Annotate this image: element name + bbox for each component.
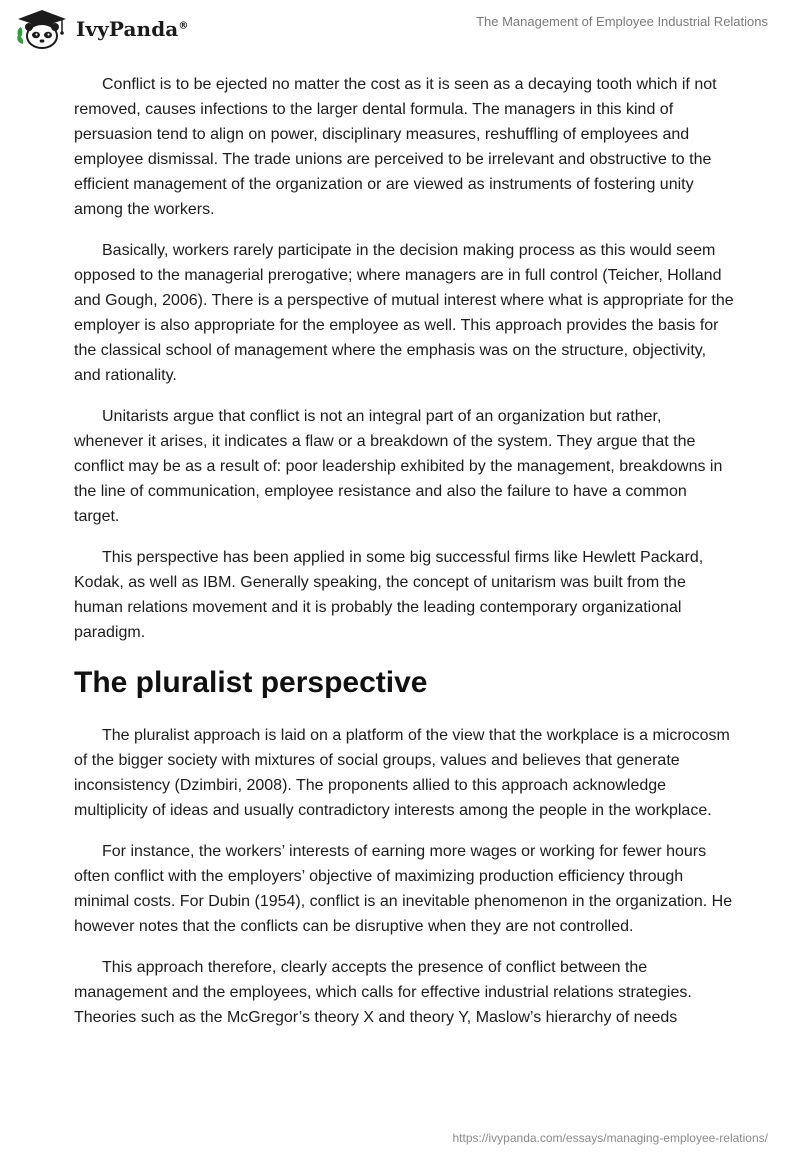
panda-graduation-cap-icon xyxy=(14,8,70,50)
page-header xyxy=(0,0,800,60)
paragraph: For instance, the workers’ interests of earning more wages or working for fewer hours often conflict with the employers’ objective of maximizing production efficiency through minimal costs. For Dubin (1954), conflict is an inevitable phenomenon in the organization. He however notes that the conflicts can be disruptive when they are not controlled. xyxy=(74,843,733,935)
source-url[interactable]: https://ivypanda.com/essays/managing-employee-relations/ xyxy=(452,1131,768,1145)
paragraph: Unitarists argue that conflict is not an integral part of an organization but rather, whenever it arises, it indicates a flaw or a breakdown of the system. They argue that the conflict may be as a result of: poor leadership exhibited by the management, breakdowns in the line of communication, employee resistance and also the failure to have a common target. xyxy=(74,408,723,525)
paragraph: The pluralist approach is laid on a platform of the view that the workplace is a microcosm of the bigger society with mixtures of social groups, values and believes that generate inconsistency (Dzimbiri, 2008). The proponents allied to this approach acknowledge multiplicity of ideas and usually contradictory interests among the people in the workplace. xyxy=(74,727,730,819)
brand-name: IvyPanda® xyxy=(76,17,189,41)
paragraph: This approach therefore, clearly accepts the presence of conflict between the management and the employees, which calls for effective industrial relations strategies. Theories such as the McGregor’s theory X and theory Y, Maslow’s hierarchy of needs xyxy=(74,959,692,1026)
paragraph: Basically, workers rarely participate in the decision making process as this would seem opposed to the managerial prerogative; where managers are in full control (Teicher, Holland and Gough, 2006). There is a perspective of mutual interest where what is appropriate for the employer is also appropriate for the employee as well. This approach provides the basis for the classical school of management where the emphasis was on the structure, objectivity, and rationality. xyxy=(74,242,734,384)
article-body xyxy=(74,72,734,1046)
paragraph: This perspective has been applied in some big successful firms like Hewlett Packard, Kodak, as well as IBM. Generally speaking, the concept of unitarism was built from the human relations movement and it is probably the leading contemporary organizational paradigm. xyxy=(74,549,704,641)
paragraph: Conflict is to be ejected no matter the cost as it is seen as a decaying tooth which if not removed, causes infections to the larger dental formula. The managers in this kind of persuasion tend to align on power, disciplinary measures, reshuffling of employees and employee dismissal. The trade unions are perceived to be irrelevant and obstructive to the efficient management of the organization or are viewed as instruments of fostering unity among the workers. xyxy=(74,76,717,218)
document-title: The Management of Employee Industrial Relations xyxy=(476,14,768,29)
section-heading: The pluralist perspective xyxy=(74,666,428,699)
brand-logo[interactable] xyxy=(14,8,188,50)
